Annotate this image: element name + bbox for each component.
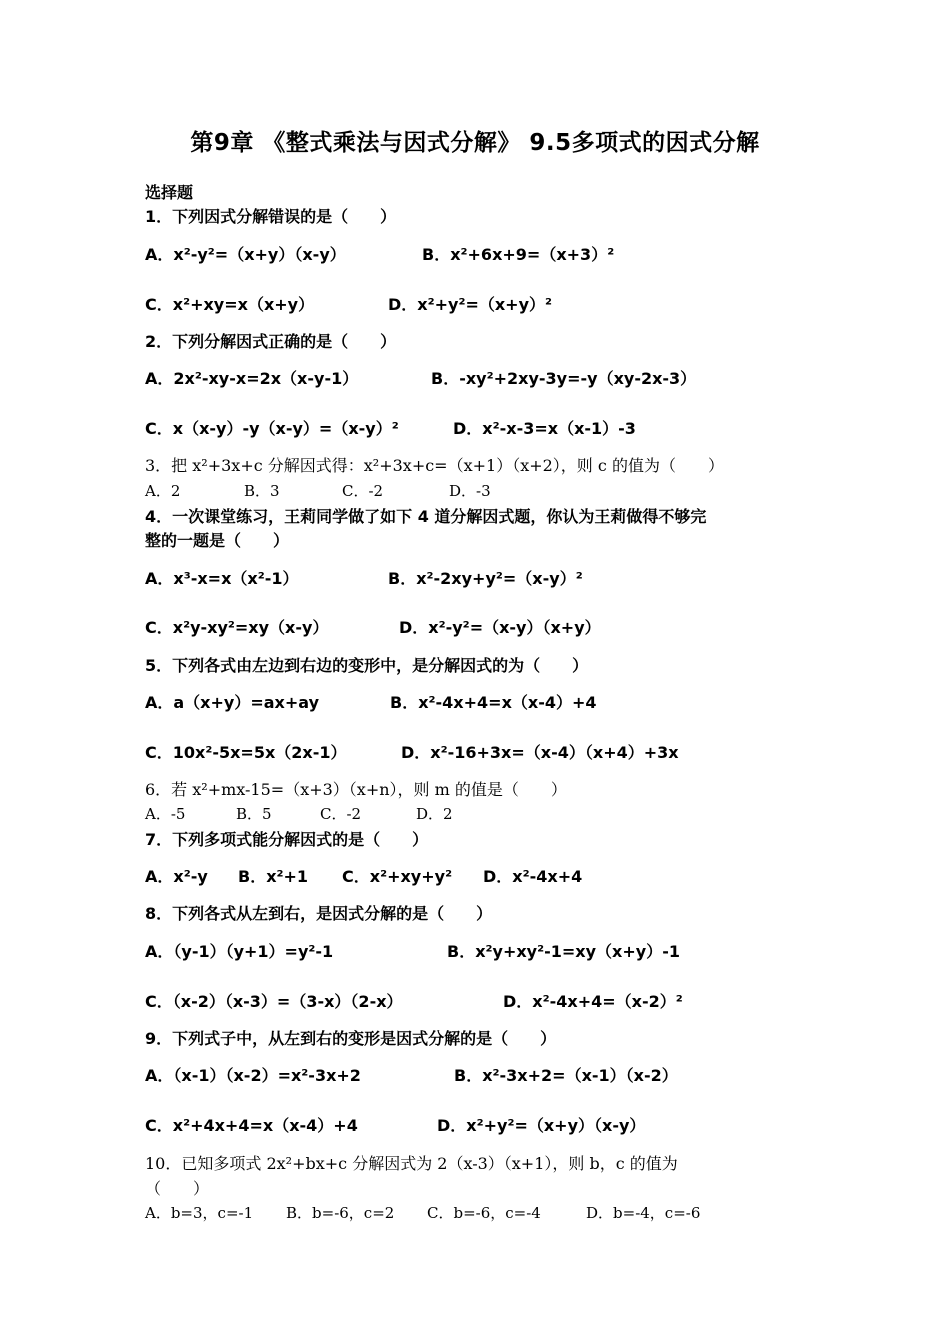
section-heading: 选择题	[145, 183, 194, 202]
question-8-stem: 8．下列各式从左到右，是因式分解的是（ ）	[145, 904, 493, 923]
option-d: D．x²+y²=（x+y）（x-y）	[437, 1116, 646, 1135]
option-d: D．b=-4，c=-6	[586, 1204, 701, 1222]
option-c: C．x²+4x+4=x（x-4）+4	[145, 1116, 358, 1135]
option-d: D．x²-16+3x=（x-4）（x+4）+3x	[401, 743, 679, 762]
question-3-options	[145, 480, 491, 501]
question-9-stem: 9．下列式子中，从左到右的变形是因式分解的是（ ）	[145, 1029, 557, 1048]
question-2-stem: 2．下列分解因式正确的是（ ）	[145, 332, 397, 351]
option-c: C．x（x-y）-y（x-y）=（x-y）²	[145, 419, 399, 438]
option-a: A．（y-1）（y+1）=y²-1	[145, 942, 334, 961]
option-c: C．（x-2）（x-3）=（3-x）（2-x）	[145, 992, 403, 1011]
question-10-stem-line1: 10．已知多项式 2x²+bx+c 分解因式为 2（x-3）（x+1），则 b，c 的值为	[145, 1154, 678, 1173]
question-10-options	[145, 1202, 700, 1223]
question-1-options-cd	[145, 292, 552, 315]
option-c: C．-2	[320, 805, 362, 823]
question-2-options-ab	[145, 366, 696, 389]
question-2-options-cd	[145, 416, 636, 439]
option-b: B．-xy²+2xy-3y=-y（xy-2x-3）	[431, 369, 697, 388]
option-a: A．（x-1）（x-2）=x²-3x+2	[145, 1066, 361, 1085]
option-a: A．2x²-xy-x=2x（x-y-1）	[145, 369, 359, 388]
option-d: D．x²+y²=（x+y）²	[388, 295, 553, 314]
question-4-stem-line1: 4．一次课堂练习，王莉同学做了如下 4 道分解因式题，你认为王莉做得不够完	[145, 507, 707, 526]
option-d: D．2	[416, 805, 453, 823]
option-c: C．b=-6，c=-4	[427, 1204, 541, 1222]
option-a: A．-5	[145, 805, 186, 823]
option-b: B．3	[244, 482, 280, 500]
question-9-options-cd	[145, 1113, 645, 1136]
question-4-stem-line2: 整的一题是（ ）	[145, 531, 290, 550]
option-c: C．10x²-5x=5x（2x-1）	[145, 743, 347, 762]
option-b: B．x²y+xy²-1=xy（x+y）-1	[447, 942, 680, 961]
option-b: B．x²-2xy+y²=（x-y）²	[388, 569, 583, 588]
question-3-stem: 3．把 x²+3x+c 分解因式得：x²+3x+c=（x+1）（x+2），则 c 的值为（ ）	[145, 456, 724, 475]
option-d: D．x²-y²=（x-y）（x+y）	[399, 618, 601, 637]
option-d: D．x²-4x+4=（x-2）²	[503, 992, 683, 1011]
question-1-stem: 1．下列因式分解错误的是（ ）	[145, 207, 397, 226]
question-7-options	[145, 864, 582, 887]
question-7-stem: 7．下列多项式能分解因式的是（ ）	[145, 830, 429, 849]
option-c: C．-2	[342, 482, 384, 500]
option-a: A．x³-x=x（x²-1）	[145, 569, 299, 588]
question-5-options-ab	[145, 690, 597, 713]
question-8-options-cd	[145, 989, 683, 1012]
option-c: C．x²+xy+y²	[342, 867, 453, 886]
option-b: B．x²+6x+9=（x+3）²	[422, 245, 615, 264]
option-a: A．b=3，c=-1	[145, 1204, 254, 1222]
question-1-options-ab	[145, 242, 614, 265]
question-10-stem-line2: （ ）	[145, 1179, 210, 1198]
option-b: B．b=-6，c=2	[286, 1204, 395, 1222]
option-a: A．x²-y	[145, 867, 208, 886]
question-5-stem: 5．下列各式由左边到右边的变形中，是分解因式的为（ ）	[145, 656, 589, 675]
option-b: B．x²-4x+4=x（x-4）+4	[390, 693, 597, 712]
option-b: B．x²-3x+2=（x-1）（x-2）	[454, 1066, 678, 1085]
option-d: D．x²-x-3=x（x-1）-3	[453, 419, 636, 438]
question-5-options-cd	[145, 740, 679, 763]
question-8-options-ab	[145, 939, 680, 962]
question-4-options-cd	[145, 615, 601, 638]
option-c: C．x²+xy=x（x+y）	[145, 295, 315, 314]
option-c: C．x²y-xy²=xy（x-y）	[145, 618, 329, 637]
question-4-options-ab	[145, 566, 583, 589]
option-d: D．x²-4x+4	[483, 867, 583, 886]
option-b: B．5	[236, 805, 272, 823]
question-6-options	[145, 803, 453, 824]
page-title: 第9章 《整式乘法与因式分解》 9.5多项式的因式分解	[190, 130, 760, 156]
option-d: D．-3	[449, 482, 491, 500]
option-a: A．x²-y²=（x+y）（x-y）	[145, 245, 346, 264]
option-b: B．x²+1	[238, 867, 309, 886]
option-a: A．a（x+y）=ax+ay	[145, 693, 320, 712]
option-a: A．2	[145, 482, 181, 500]
question-6-stem: 6．若 x²+mx-15=（x+3）（x+n），则 m 的值是（ ）	[145, 780, 567, 799]
question-9-options-ab	[145, 1063, 678, 1086]
